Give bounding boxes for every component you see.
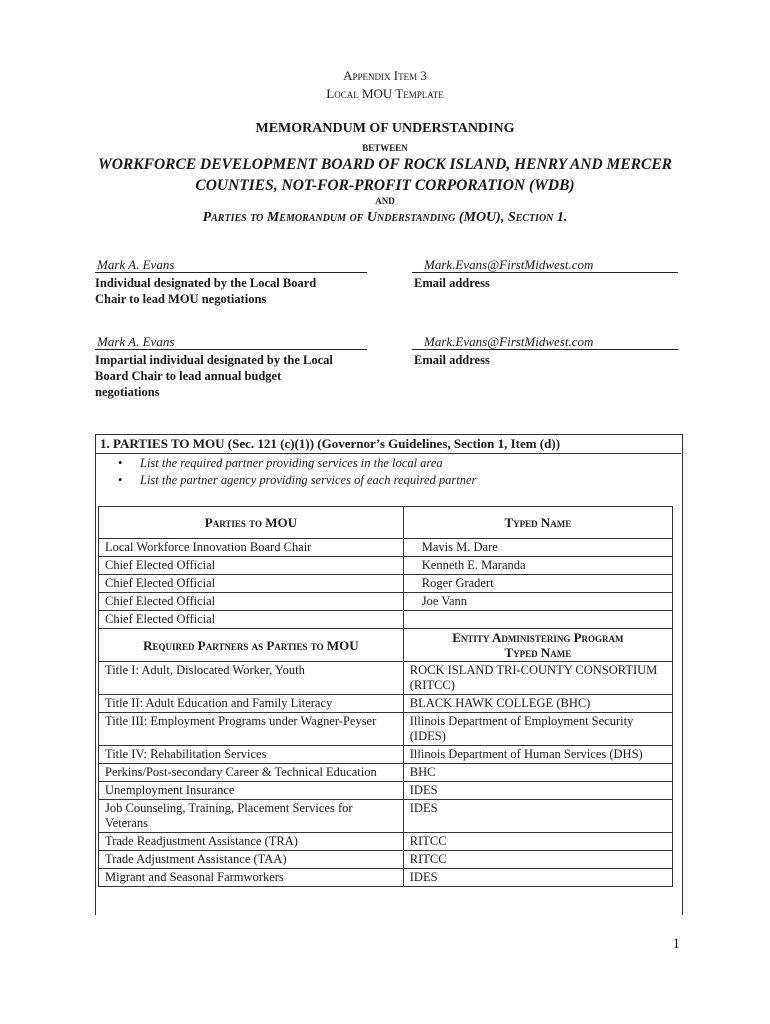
table-row <box>99 713 673 746</box>
table-row <box>99 782 673 800</box>
page-number: 1 <box>672 936 680 952</box>
document-title: MEMORANDUM OF UNDERSTANDING <box>255 121 515 136</box>
table-row <box>99 611 673 629</box>
signatory-role-line-3: negotiations <box>95 385 160 399</box>
partner-program: Title IV: Rehabilitation Services <box>99 746 404 764</box>
bullet-icon: • <box>118 473 123 487</box>
template-heading: Local MOU Template <box>326 86 444 101</box>
partner-entity: IDES <box>403 869 672 887</box>
signatory-1-email-block <box>412 258 678 291</box>
official-role: Chief Elected Official <box>99 575 404 593</box>
official-name: Joe Vann <box>403 593 672 611</box>
partner-program: Perkins/Post-secondary Career & Technical Education <box>99 764 404 782</box>
between-label: BETWEEN <box>362 143 408 153</box>
partner-program: Title I: Adult, Dislocated Worker, Youth <box>99 662 404 695</box>
signatory-1 <box>95 258 367 307</box>
email-address-label: Email address <box>414 353 490 367</box>
entity-header-line-2: Typed Name <box>504 645 572 660</box>
section-1-divider <box>95 453 681 454</box>
partner-entity: ROCK ISLAND TRI-COUNTY CONSORTIUM (RITCC) <box>403 662 672 695</box>
bullet-text: List the partner agency providing services of each required partner <box>140 473 477 487</box>
partner-entity: IDES <box>403 782 672 800</box>
and-label: AND <box>375 196 395 206</box>
partner-entity: Illinois Department of Employment Security (IDES) <box>403 713 672 746</box>
signatory-role-line-2: Board Chair to lead annual budget <box>95 369 282 383</box>
partner-entity: RITCC <box>403 833 672 851</box>
table-row <box>99 575 673 593</box>
partner-entity: RITCC <box>403 851 672 869</box>
signatory-name: Mark A. Evans <box>95 258 367 273</box>
table-row <box>99 851 673 869</box>
official-name: Kenneth E. Maranda <box>403 557 672 575</box>
partner-program: Title III: Employment Programs under Wagner-Peyser <box>99 713 404 746</box>
partner-program: Trade Readjustment Assistance (TRA) <box>99 833 404 851</box>
column-header-required-partners: Required Partners as Parties to MOU <box>99 629 404 662</box>
board-name-line-1: WORKFORCE DEVELOPMENT BOARD OF ROCK ISLAND, HENRY AND MERCER <box>97 156 673 173</box>
board-name-line-2: COUNTIES, NOT-FOR-PROFIT CORPORATION (WDB) <box>195 177 575 194</box>
table-subheader-row <box>99 629 673 662</box>
signatory-role-line-2: Chair to lead MOU negotiations <box>95 292 267 306</box>
column-header-entity <box>403 629 672 662</box>
section-1-title: 1. PARTIES TO MOU (Sec. 121 (c)(1)) (Governor’s Guidelines, Section 1, Item (d)) <box>100 436 561 451</box>
signatory-2 <box>95 335 367 400</box>
parties-heading: Parties to Memorandum of Understanding (MOU), Section 1. <box>202 210 568 225</box>
partner-entity: BHC <box>403 764 672 782</box>
entity-header-line-1: Entity Administering Program <box>452 630 624 645</box>
signatory-email: Mark.Evans@FirstMidwest.com <box>412 335 678 350</box>
instruction-bullet <box>118 456 443 471</box>
bullet-icon: • <box>118 456 123 470</box>
table-row <box>99 746 673 764</box>
signatory-role-line-1: Individual designated by the Local Board <box>95 276 317 290</box>
signatory-role-line-1: Impartial individual designated by the Local <box>95 353 333 367</box>
table-row <box>99 539 673 557</box>
partner-program: Unemployment Insurance <box>99 782 404 800</box>
partner-program: Trade Adjustment Assistance (TAA) <box>99 851 404 869</box>
appendix-heading: Appendix Item 3 <box>343 68 427 83</box>
official-name: Roger Gradert <box>403 575 672 593</box>
parties-table <box>98 506 673 887</box>
table-row <box>99 800 673 833</box>
partner-program: Migrant and Seasonal Farmworkers <box>99 869 404 887</box>
partner-entity: IDES <box>403 800 672 833</box>
official-role: Chief Elected Official <box>99 557 404 575</box>
signatory-name: Mark A. Evans <box>95 335 367 350</box>
table-row <box>99 662 673 695</box>
partner-entity: BLACK HAWK COLLEGE (BHC) <box>403 695 672 713</box>
column-header-parties: Parties to MOU <box>99 507 404 539</box>
table-row <box>99 833 673 851</box>
official-role: Chief Elected Official <box>99 611 404 629</box>
instruction-bullet <box>118 473 476 488</box>
table-row <box>99 557 673 575</box>
table-row <box>99 593 673 611</box>
table-row <box>99 764 673 782</box>
official-role: Chief Elected Official <box>99 593 404 611</box>
signatory-2-email-block <box>412 335 678 368</box>
column-header-typed-name: Typed Name <box>403 507 672 539</box>
table-header-row <box>99 507 673 539</box>
bullet-text: List the required partner providing services in the local area <box>140 456 443 470</box>
official-name <box>403 611 672 629</box>
partner-entity: Illinois Department of Human Services (DHS) <box>403 746 672 764</box>
partner-program: Title II: Adult Education and Family Literacy <box>99 695 404 713</box>
email-address-label: Email address <box>414 276 490 290</box>
official-role: Local Workforce Innovation Board Chair <box>99 539 404 557</box>
signatory-email: Mark.Evans@FirstMidwest.com <box>412 258 678 273</box>
partner-program: Job Counseling, Training, Placement Services for Veterans <box>99 800 404 833</box>
board-name <box>0 154 770 196</box>
table-row <box>99 695 673 713</box>
table-row <box>99 869 673 887</box>
official-name: Mavis M. Dare <box>403 539 672 557</box>
